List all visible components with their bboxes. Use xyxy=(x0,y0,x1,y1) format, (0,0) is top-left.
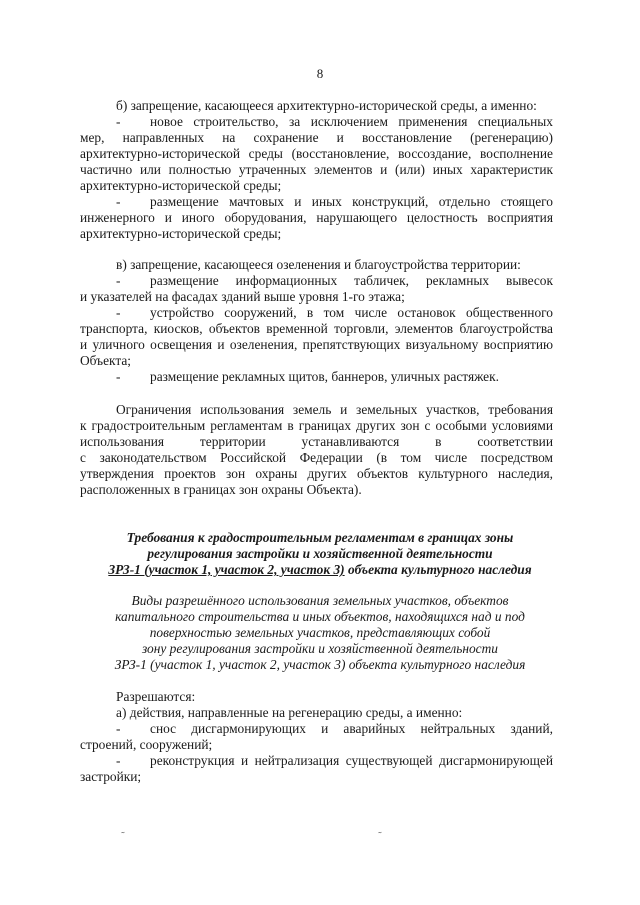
text-line: мер, направленных на сохранение и восстановление (регенерацию) xyxy=(80,130,553,145)
text-line: архитектурно-исторической среды (восстановление, воссоздание, восполнение xyxy=(80,146,553,161)
section-v-heading: в) запрещение, касающееся озеленения и благоустройства территории: xyxy=(116,257,521,272)
permitted-subheading: а) действия, направленные на регенерацию среды, а именно: xyxy=(116,705,463,720)
text-line: и уличного освещения и озеленения, препятствующих визуальному восприятию xyxy=(80,337,553,352)
section-title-line xyxy=(0,562,640,578)
text-line: архитектурно-исторической среды; xyxy=(80,226,282,241)
text-line: с законодательством Российской Федерации (в том числе посредством xyxy=(80,450,553,465)
text-line: расположенных в границах зон охраны Объекта). xyxy=(80,482,362,497)
text-line: размещение информационных табличек, рекламных вывесок xyxy=(150,273,553,288)
text-line: архитектурно-исторической среды; xyxy=(80,178,282,193)
section-b-heading: б) запрещение, касающееся архитектурно-исторической среды, а именно: xyxy=(116,98,537,113)
text-line: транспорта, киосков, объектов временной торговли, элементов благоустройства xyxy=(80,321,553,336)
zone-code: ЗРЗ-1 (участок 1, участок 2, участок 3) xyxy=(108,562,345,577)
bullet-marker: - xyxy=(116,194,121,209)
text-line: размещение рекламных щитов, баннеров, уличных растяжек. xyxy=(150,369,499,384)
text-line: и указателей на фасадах зданий выше уровня 1-го этажа; xyxy=(80,289,405,304)
text-line: реконструкция и нейтрализация существующей дисгармонирующей xyxy=(150,753,553,768)
bullet-marker: - xyxy=(116,753,121,768)
subtitle-line: поверхностью земельных участков, представляющих собой xyxy=(149,625,491,640)
title-rest: объекта культурного наследия xyxy=(344,562,532,577)
text-line: Ограничения использования земель и земельных участков, требования xyxy=(116,402,553,417)
text-line: устройство сооружений, в том числе остановок общественного xyxy=(150,305,553,320)
text-line: к градостроительным регламентам в границах других зон с особыми условиями xyxy=(80,418,553,433)
section-title-line: Требования к градостроительным регламентам в границах зоны xyxy=(126,530,514,545)
text-line: размещение мачтовых и иных конструкций, отдельно стоящего xyxy=(150,194,553,209)
text-line: использования территории устанавливаются в соответствии xyxy=(80,434,553,449)
bullet-marker: - xyxy=(116,273,121,288)
bullet-marker: - xyxy=(116,114,121,129)
bullet-marker: - xyxy=(116,305,121,320)
text-line: инженерного и иного оборудования, нарушающего целостность восприятия xyxy=(80,210,553,225)
subtitle-line: капитального строительства и иных объектов, находящихся над и под xyxy=(115,609,525,624)
text-line: Объекта; xyxy=(80,353,132,368)
bullet-marker: - xyxy=(116,721,121,736)
text-line: новое строительство, за исключением применения специальных xyxy=(150,114,553,129)
scan-speck: ˜ xyxy=(121,830,125,842)
text-line: строений, сооружений; xyxy=(80,737,213,752)
text-line: утверждения проектов зон охраны других объектов культурного наследия, xyxy=(80,466,553,481)
section-title-line: регулирования застройки и хозяйственной деятельности xyxy=(147,546,493,561)
scan-speck: ˜ xyxy=(378,830,382,842)
subtitle-line: ЗРЗ-1 (участок 1, участок 2, участок 3) объекта культурного наследия xyxy=(114,657,526,672)
text-line: снос дисгармонирующих и аварийных нейтральных зданий, xyxy=(150,721,553,736)
page-number: 8 xyxy=(316,66,324,81)
text-line: частично или полностью утраченных элементов и (или) иных характеристик xyxy=(80,162,553,177)
subtitle-line: зону регулирования застройки и хозяйственной деятельности xyxy=(142,641,498,656)
subtitle-line: Виды разрешённого использования земельных участков, объектов xyxy=(131,593,509,608)
text-line: застройки; xyxy=(80,769,142,784)
permitted-heading: Разрешаются: xyxy=(116,689,196,704)
bullet-marker: - xyxy=(116,369,121,384)
